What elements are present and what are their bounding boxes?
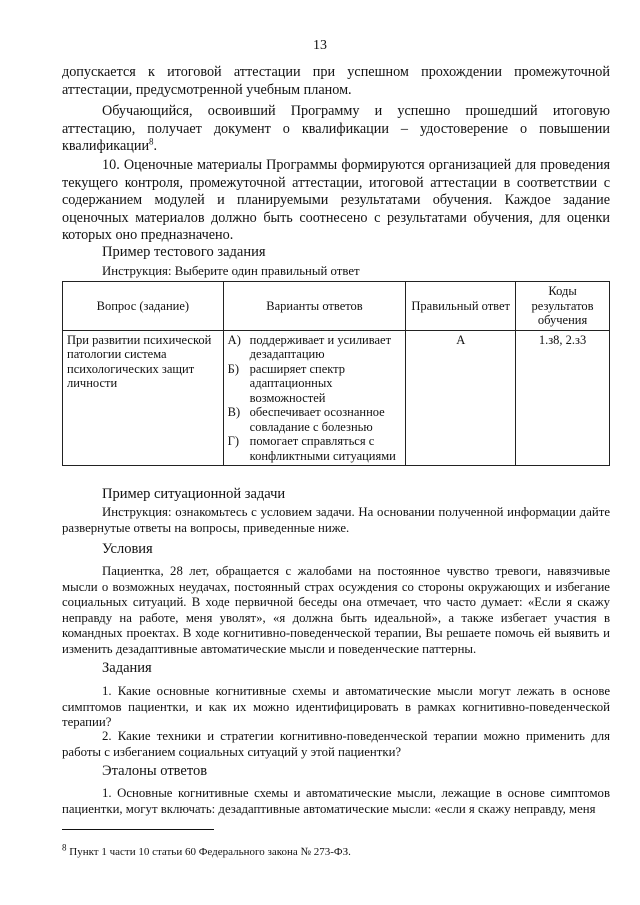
option-b: [228, 362, 402, 406]
footnote-separator: [62, 829, 214, 830]
codes-cell: 1.з8, 2.з3: [516, 330, 610, 466]
option-d: [228, 434, 402, 463]
option-letter: Б): [227, 361, 240, 376]
case-instruction: Инструкция: ознакомьтесь с условием задачи. На основании полученной информации дайте развернутые ответы на вопросы, приведенные ниже.: [62, 505, 610, 535]
option-letter: В): [227, 405, 241, 419]
option-a: [228, 333, 402, 362]
option-text: обеспечивает осознанное совладание с болезнью: [249, 405, 385, 434]
footnote-text: Пункт 1 части 10 статьи 60 Федерального закона № 273-ФЗ.: [66, 846, 351, 858]
header-options: Варианты ответов: [223, 282, 406, 331]
task-2: 2. Какие техники и стратегии когнитивно-поведенческой терапии можно применить для работы с избеганием социальных ситуаций у этой пациентки?: [62, 729, 610, 759]
paragraph-certificate-text: Обучающийся, освоивший Программу и успешно прошедший итоговую аттестацию, получает документ о квалификации – удостоверение о повышении квалификации: [62, 103, 610, 154]
header-codes: Коды результатов обучения: [516, 282, 610, 331]
page-number: 13: [313, 38, 327, 53]
conditions-label: Условия: [102, 541, 153, 557]
answer-cell: А: [406, 330, 516, 466]
answers-label: Эталоны ответов: [102, 763, 208, 779]
table-row: [63, 330, 610, 466]
conditions-text: Пациентка, 28 лет, обращается с жалобами на постоянное чувство тревоги, навязчивые мысли о возможных неудачах, постоянный страх осуждения со стороны окружающих и избегание социальных ситуаций. В ходе первичной беседы она отмечает, что часто думает: «Если я скажу неправду на работе, меня уволят», «я должна быть идеальной», а также избегает участия в командных проектах. В ходе когнитивно-поведенческой терапии, Вы решаете помочь ей выявить и изменить дезадаптивные автоматические мысли и поведенческие паттерны.: [62, 564, 610, 656]
option-text: поддерживает и усиливает дезадаптацию: [249, 332, 392, 361]
option-letter: Г): [227, 434, 240, 448]
footnote: [62, 842, 351, 858]
test-instruction: Инструкция: Выберите один правильный ответ: [102, 264, 360, 278]
test-heading: Пример тестового задания: [102, 244, 266, 260]
question-cell: При развитии психической патологии система психологических защит личности: [63, 330, 224, 466]
tasks-label: Задания: [102, 660, 152, 676]
header-answer: Правильный ответ: [406, 282, 516, 331]
option-letter: А): [227, 332, 241, 347]
paragraph-assessment: 10. Оценочные материалы Программы формируются организацией для проведения текущего контроля, промежуточной аттестации, итоговой аттестации в соответствии с содержанием модулей и планируемыми результатами обучения. Каждое задание оценочных материалов должно быть соотнесено с результатами обучения, для оценки которых оно предназначено.: [62, 157, 610, 243]
answer-1: 1. Основные когнитивные схемы и автоматические мысли, лежащие в основе симптомов пациентки, могут включать: дезадаптивные автоматические мысли: «если я скажу неправду, меня: [62, 786, 610, 816]
footnote-ref: 8: [149, 136, 154, 147]
task-1: 1. Какие основные когнитивные схемы и автоматические мысли могут лежать в основе симптомов пациентки, и как их можно идентифицировать в рамках когнитивно-поведенческой терапии?: [62, 684, 610, 729]
paragraph-certificate: [62, 103, 610, 156]
header-question: Вопрос (задание): [63, 282, 224, 331]
options-cell: [223, 330, 406, 466]
table-header-row: [63, 282, 610, 331]
option-text: помогает справляться с конфликтными ситуациями: [249, 434, 396, 463]
paragraph-admission: допускается к итоговой аттестации при успешном прохождении промежуточной аттестации, предусмотренной учебным планом.: [62, 64, 610, 98]
footnote-mark: 8: [62, 842, 67, 853]
paragraph-certificate-end: .: [153, 138, 158, 154]
case-heading: Пример ситуационной задачи: [102, 486, 286, 502]
test-table: [62, 281, 610, 466]
option-c: [228, 405, 402, 434]
option-text: расширяет спектр адаптационных возможностей: [249, 361, 346, 405]
